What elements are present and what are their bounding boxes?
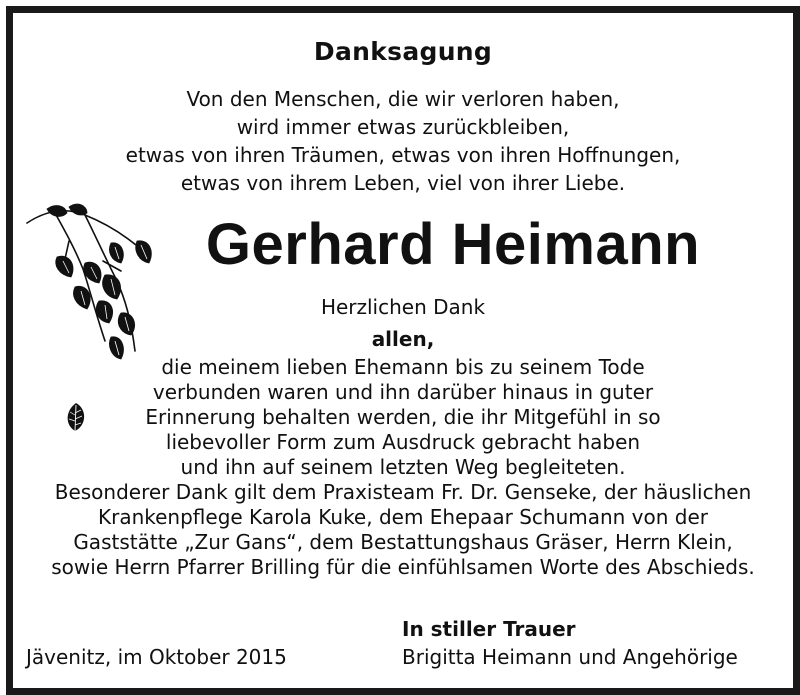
thanks-line: Herzlichen Dank <box>320 295 486 319</box>
body-line: Krankenpflege Karola Kuke, dem Ehepaar Schumann von der <box>97 505 709 529</box>
addressee: allen, <box>371 327 435 351</box>
obituary-notice <box>6 6 800 695</box>
place-date: Jävenitz, im Oktober 2015 <box>26 645 287 669</box>
poem-line: wird immer etwas zurückbleiben, <box>236 115 570 139</box>
poem-line: Von den Menschen, die wir verloren haben, <box>186 87 620 111</box>
body-line: Erinnerung behalten werden, die ihr Mitgefühl in so <box>145 405 661 429</box>
thanks-body <box>13 355 793 580</box>
body-line: Gaststätte „Zur Gans“, dem Bestattungshaus Gräser, Herrn Klein, <box>73 530 733 554</box>
body-line: liebevoller Form zum Ausdruck gebracht haben <box>165 430 641 454</box>
poem <box>13 85 793 197</box>
poem-line: etwas von ihren Träumen, etwas von ihren Hoffnungen, <box>125 143 681 167</box>
poem-line: etwas von ihrem Leben, viel von ihrer Liebe. <box>180 171 626 195</box>
body-line: Besonderer Dank gilt dem Praxisteam Fr. Dr. Genseke, der häuslichen <box>54 480 752 504</box>
notice-heading: Danksagung <box>313 37 493 66</box>
signature-family: Brigitta Heimann und Angehörige <box>402 645 738 669</box>
deceased-name: Gerhard Heimann <box>205 212 701 277</box>
body-line: sowie Herrn Pfarrer Brilling für die einfühlsamen Worte des Abschieds. <box>51 555 755 579</box>
body-line: verbunden waren und ihn darüber hinaus in guter <box>152 380 654 404</box>
signature-title: In stiller Trauer <box>402 617 576 641</box>
body-line: und ihn auf seinem letzten Weg begleiteten. <box>180 455 626 479</box>
body-line: die meinem lieben Ehemann bis zu seinem Tode <box>161 355 645 379</box>
